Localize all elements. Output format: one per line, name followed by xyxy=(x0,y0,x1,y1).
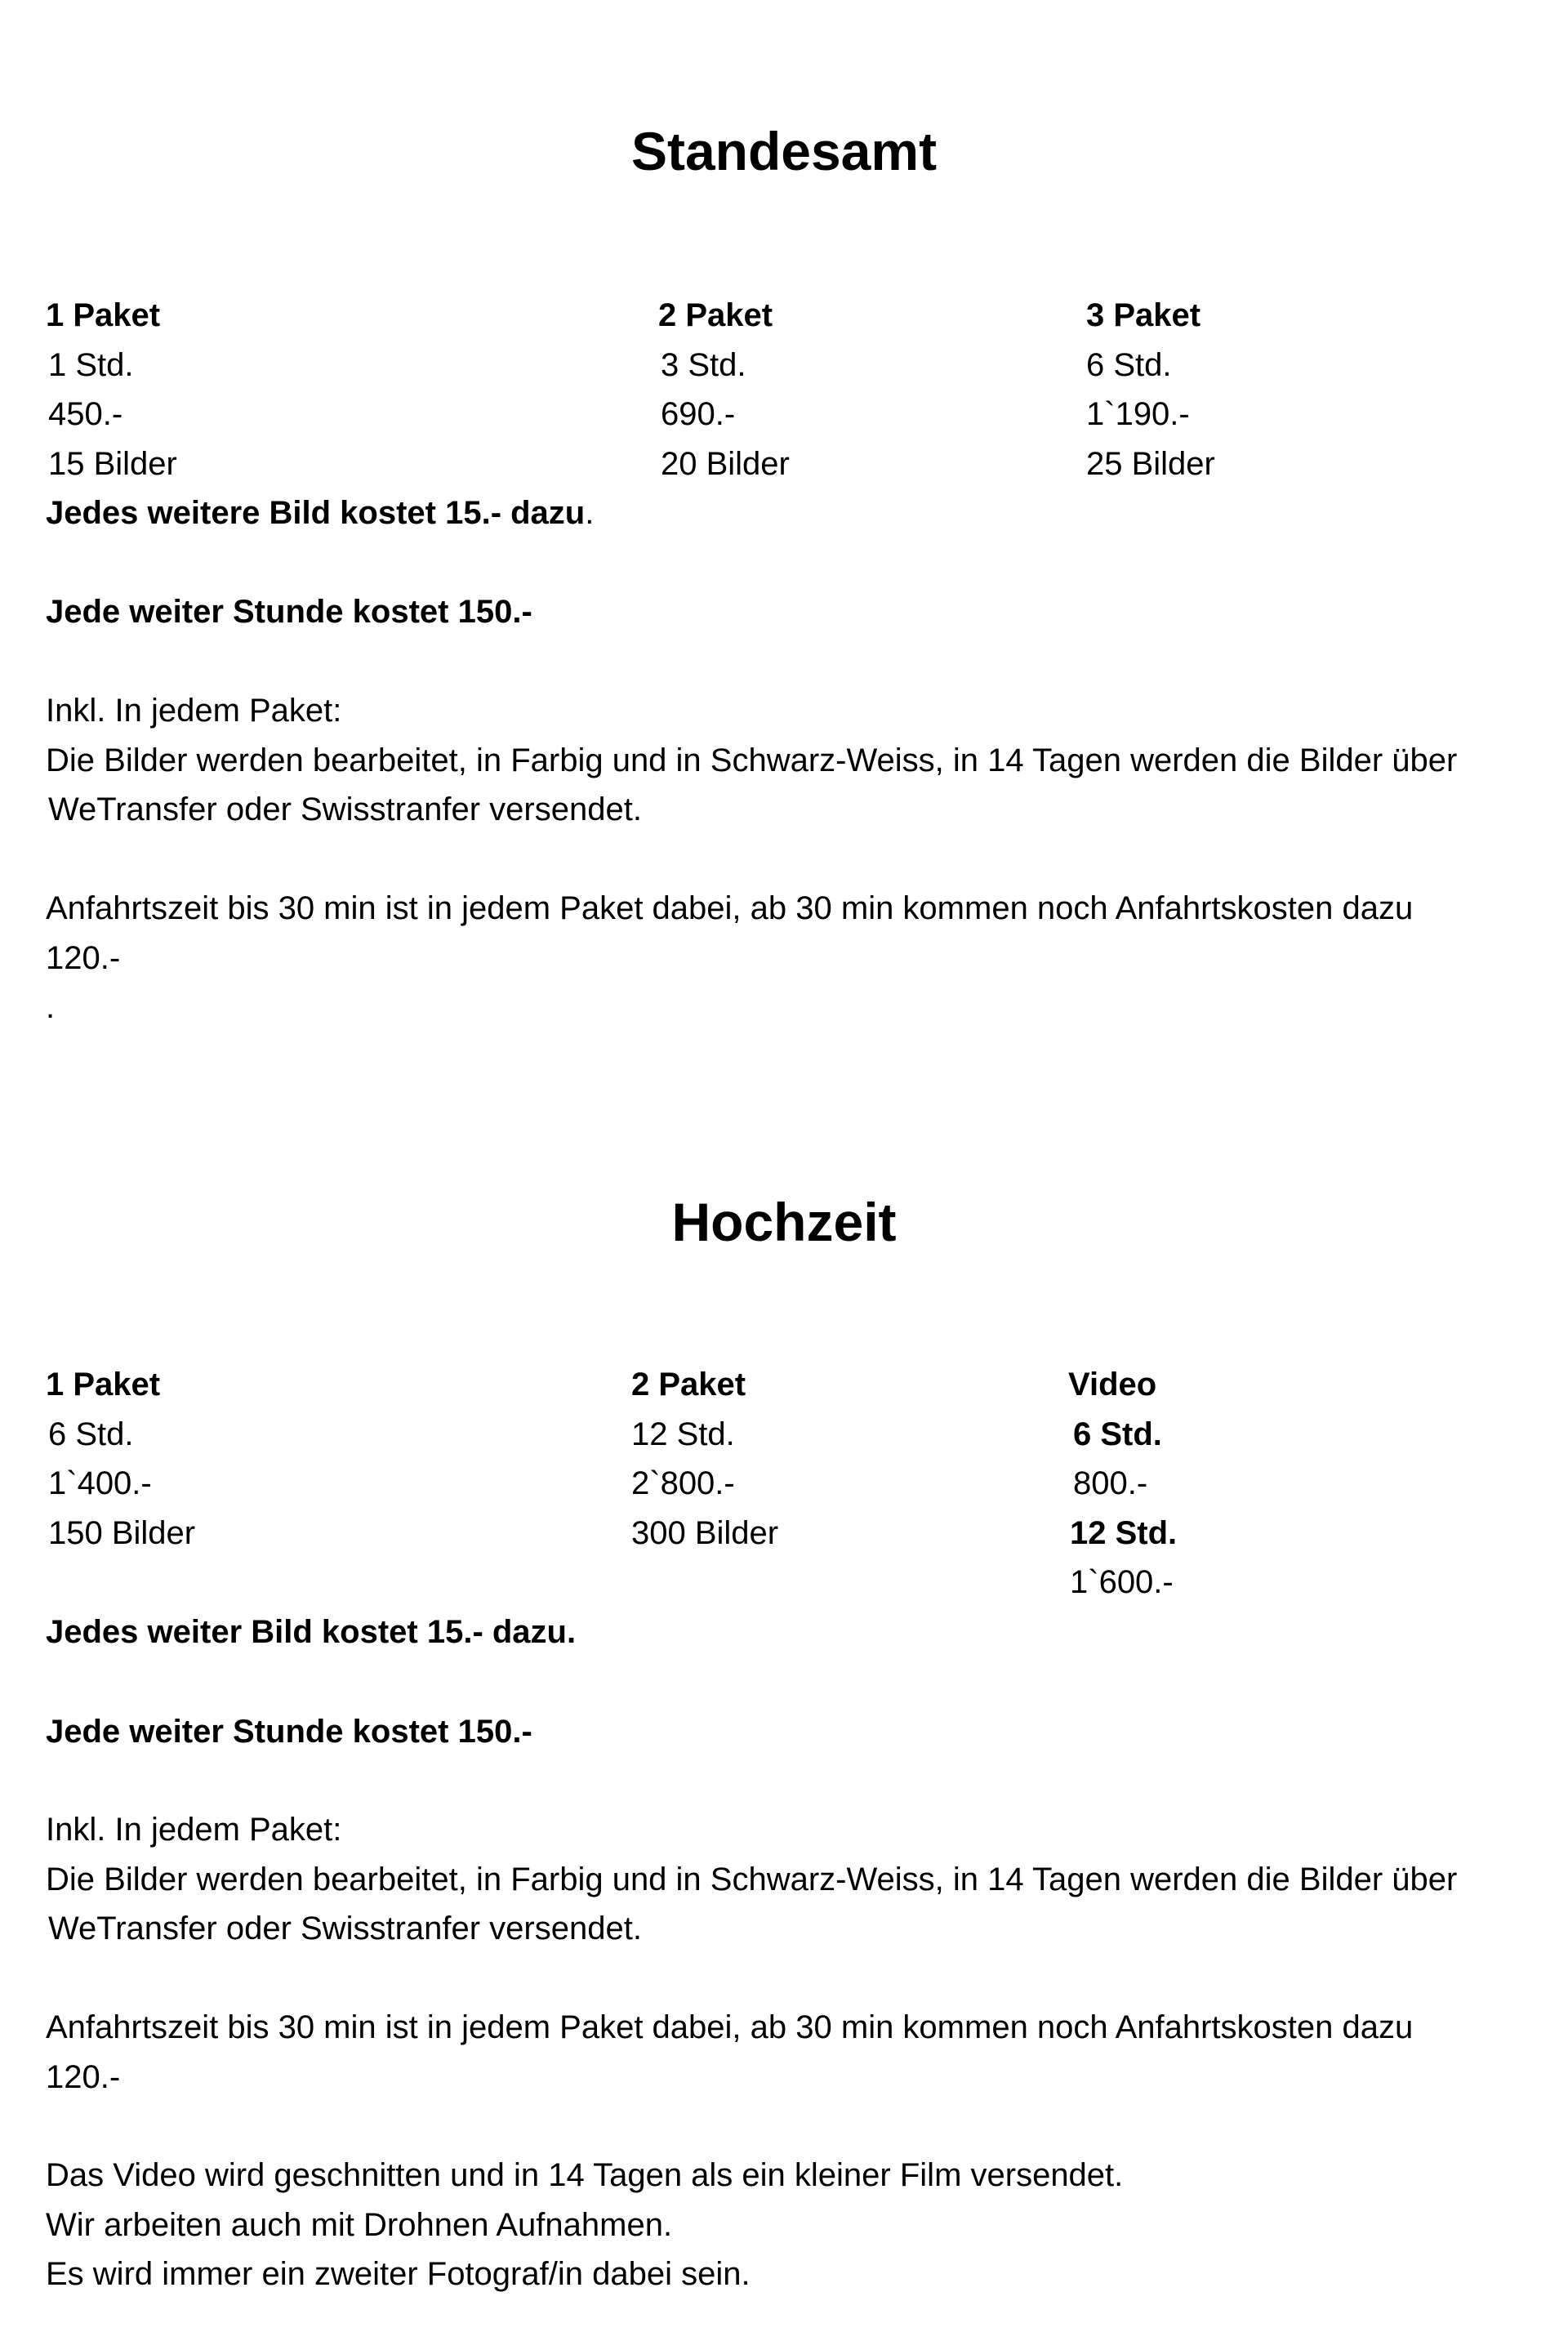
package-name: Video xyxy=(1068,1367,1157,1402)
video-info-line: Es wird immer ein zweiter Fotograf/in dabei sein. xyxy=(46,2256,751,2292)
package-column xyxy=(658,291,790,488)
package-name: 2 Paket xyxy=(658,297,773,333)
video-price-6h: 800.- xyxy=(1073,1465,1148,1501)
section-title-standesamt: Standesamt xyxy=(630,121,938,181)
included-info xyxy=(46,686,1548,835)
travel-line: Anfahrtszeit bis 30 min ist in jedem Paket dabei, ab 30 min kommen noch Anfahrtskosten dazu xyxy=(46,2009,1414,2045)
included-label: Inkl. In jedem Paket: xyxy=(46,1812,342,1848)
package-column xyxy=(631,1360,778,1558)
package-images: 150 Bilder xyxy=(48,1514,196,1551)
package-price: 450.- xyxy=(48,396,123,432)
package-duration: 1 Std. xyxy=(48,346,134,383)
video-duration-6h: 6 Std. xyxy=(1073,1416,1162,1452)
package-name: 1 Paket xyxy=(46,1367,161,1402)
extra-image-text: Jedes weitere Bild kostet 15.- dazu xyxy=(46,495,586,531)
travel-line: Anfahrtszeit bis 30 min ist in jedem Paket dabei, ab 30 min kommen noch Anfahrtskosten dazu xyxy=(46,890,1414,926)
package-column xyxy=(1086,291,1215,488)
extra-image-period: . xyxy=(585,495,595,531)
package-price: 690.- xyxy=(661,396,736,432)
package-price: 1`400.- xyxy=(48,1465,152,1501)
extra-hour-text: Jede weiter Stunde kostet 150.- xyxy=(46,594,532,630)
travel-info xyxy=(46,2003,1548,2102)
package-column xyxy=(46,1360,195,1558)
included-line: Die Bilder werden bearbeitet, in Farbig und in Schwarz-Weiss, in 14 Tagen werden die Bilder über xyxy=(46,1861,1458,1897)
included-line: WeTransfer oder Swisstranfer versendet. xyxy=(48,1911,642,1946)
section-title-hochzeit: Hochzeit xyxy=(671,1192,897,1252)
package-name: 1 Paket xyxy=(46,297,161,333)
package-name: 3 Paket xyxy=(1086,297,1201,333)
package-price: 2`800.- xyxy=(631,1465,735,1501)
video-info-line: Wir arbeiten auch mit Drohnen Aufnahmen. xyxy=(46,2206,673,2243)
package-column-video xyxy=(1068,1360,1177,1607)
included-label: Inkl. In jedem Paket: xyxy=(46,693,342,729)
extra-hour-note xyxy=(46,587,1548,637)
travel-info xyxy=(46,884,1548,1032)
extra-hour-text: Jede weiter Stunde kostet 150.- xyxy=(46,1714,532,1750)
package-duration: 6 Std. xyxy=(1086,346,1172,383)
package-duration: 6 Std. xyxy=(48,1416,134,1452)
package-images: 20 Bilder xyxy=(661,445,790,482)
package-column xyxy=(46,291,177,488)
package-name: 2 Paket xyxy=(631,1367,746,1402)
package-images: 25 Bilder xyxy=(1086,445,1215,482)
extra-image-text: Jedes weiter Bild kostet 15.- dazu. xyxy=(46,1614,577,1650)
extra-image-note xyxy=(46,488,1548,538)
trailing-dot: . xyxy=(46,989,56,1025)
travel-line: 120.- xyxy=(46,2058,121,2095)
package-duration: 3 Std. xyxy=(661,346,746,383)
extra-hour-note xyxy=(46,1707,1548,1757)
package-images: 15 Bilder xyxy=(48,445,177,482)
video-info-line: Das Video wird geschnitten und in 14 Tagen als ein kleiner Film versendet. xyxy=(46,2157,1124,2193)
extra-image-note xyxy=(46,1607,1548,1657)
included-line: Die Bilder werden bearbeitet, in Farbig und in Schwarz-Weiss, in 14 Tagen werden die Bilder über xyxy=(46,742,1458,778)
travel-line: 120.- xyxy=(46,939,121,976)
package-duration: 12 Std. xyxy=(631,1416,735,1452)
included-line: WeTransfer oder Swisstranfer versendet. xyxy=(48,791,642,827)
package-images: 300 Bilder xyxy=(631,1514,779,1551)
package-price: 1`190.- xyxy=(1086,396,1190,432)
included-info xyxy=(46,1805,1548,1954)
video-info xyxy=(46,2151,1548,2299)
video-duration-12h: 12 Std. xyxy=(1070,1514,1178,1551)
video-price-12h: 1`600.- xyxy=(1070,1564,1174,1600)
